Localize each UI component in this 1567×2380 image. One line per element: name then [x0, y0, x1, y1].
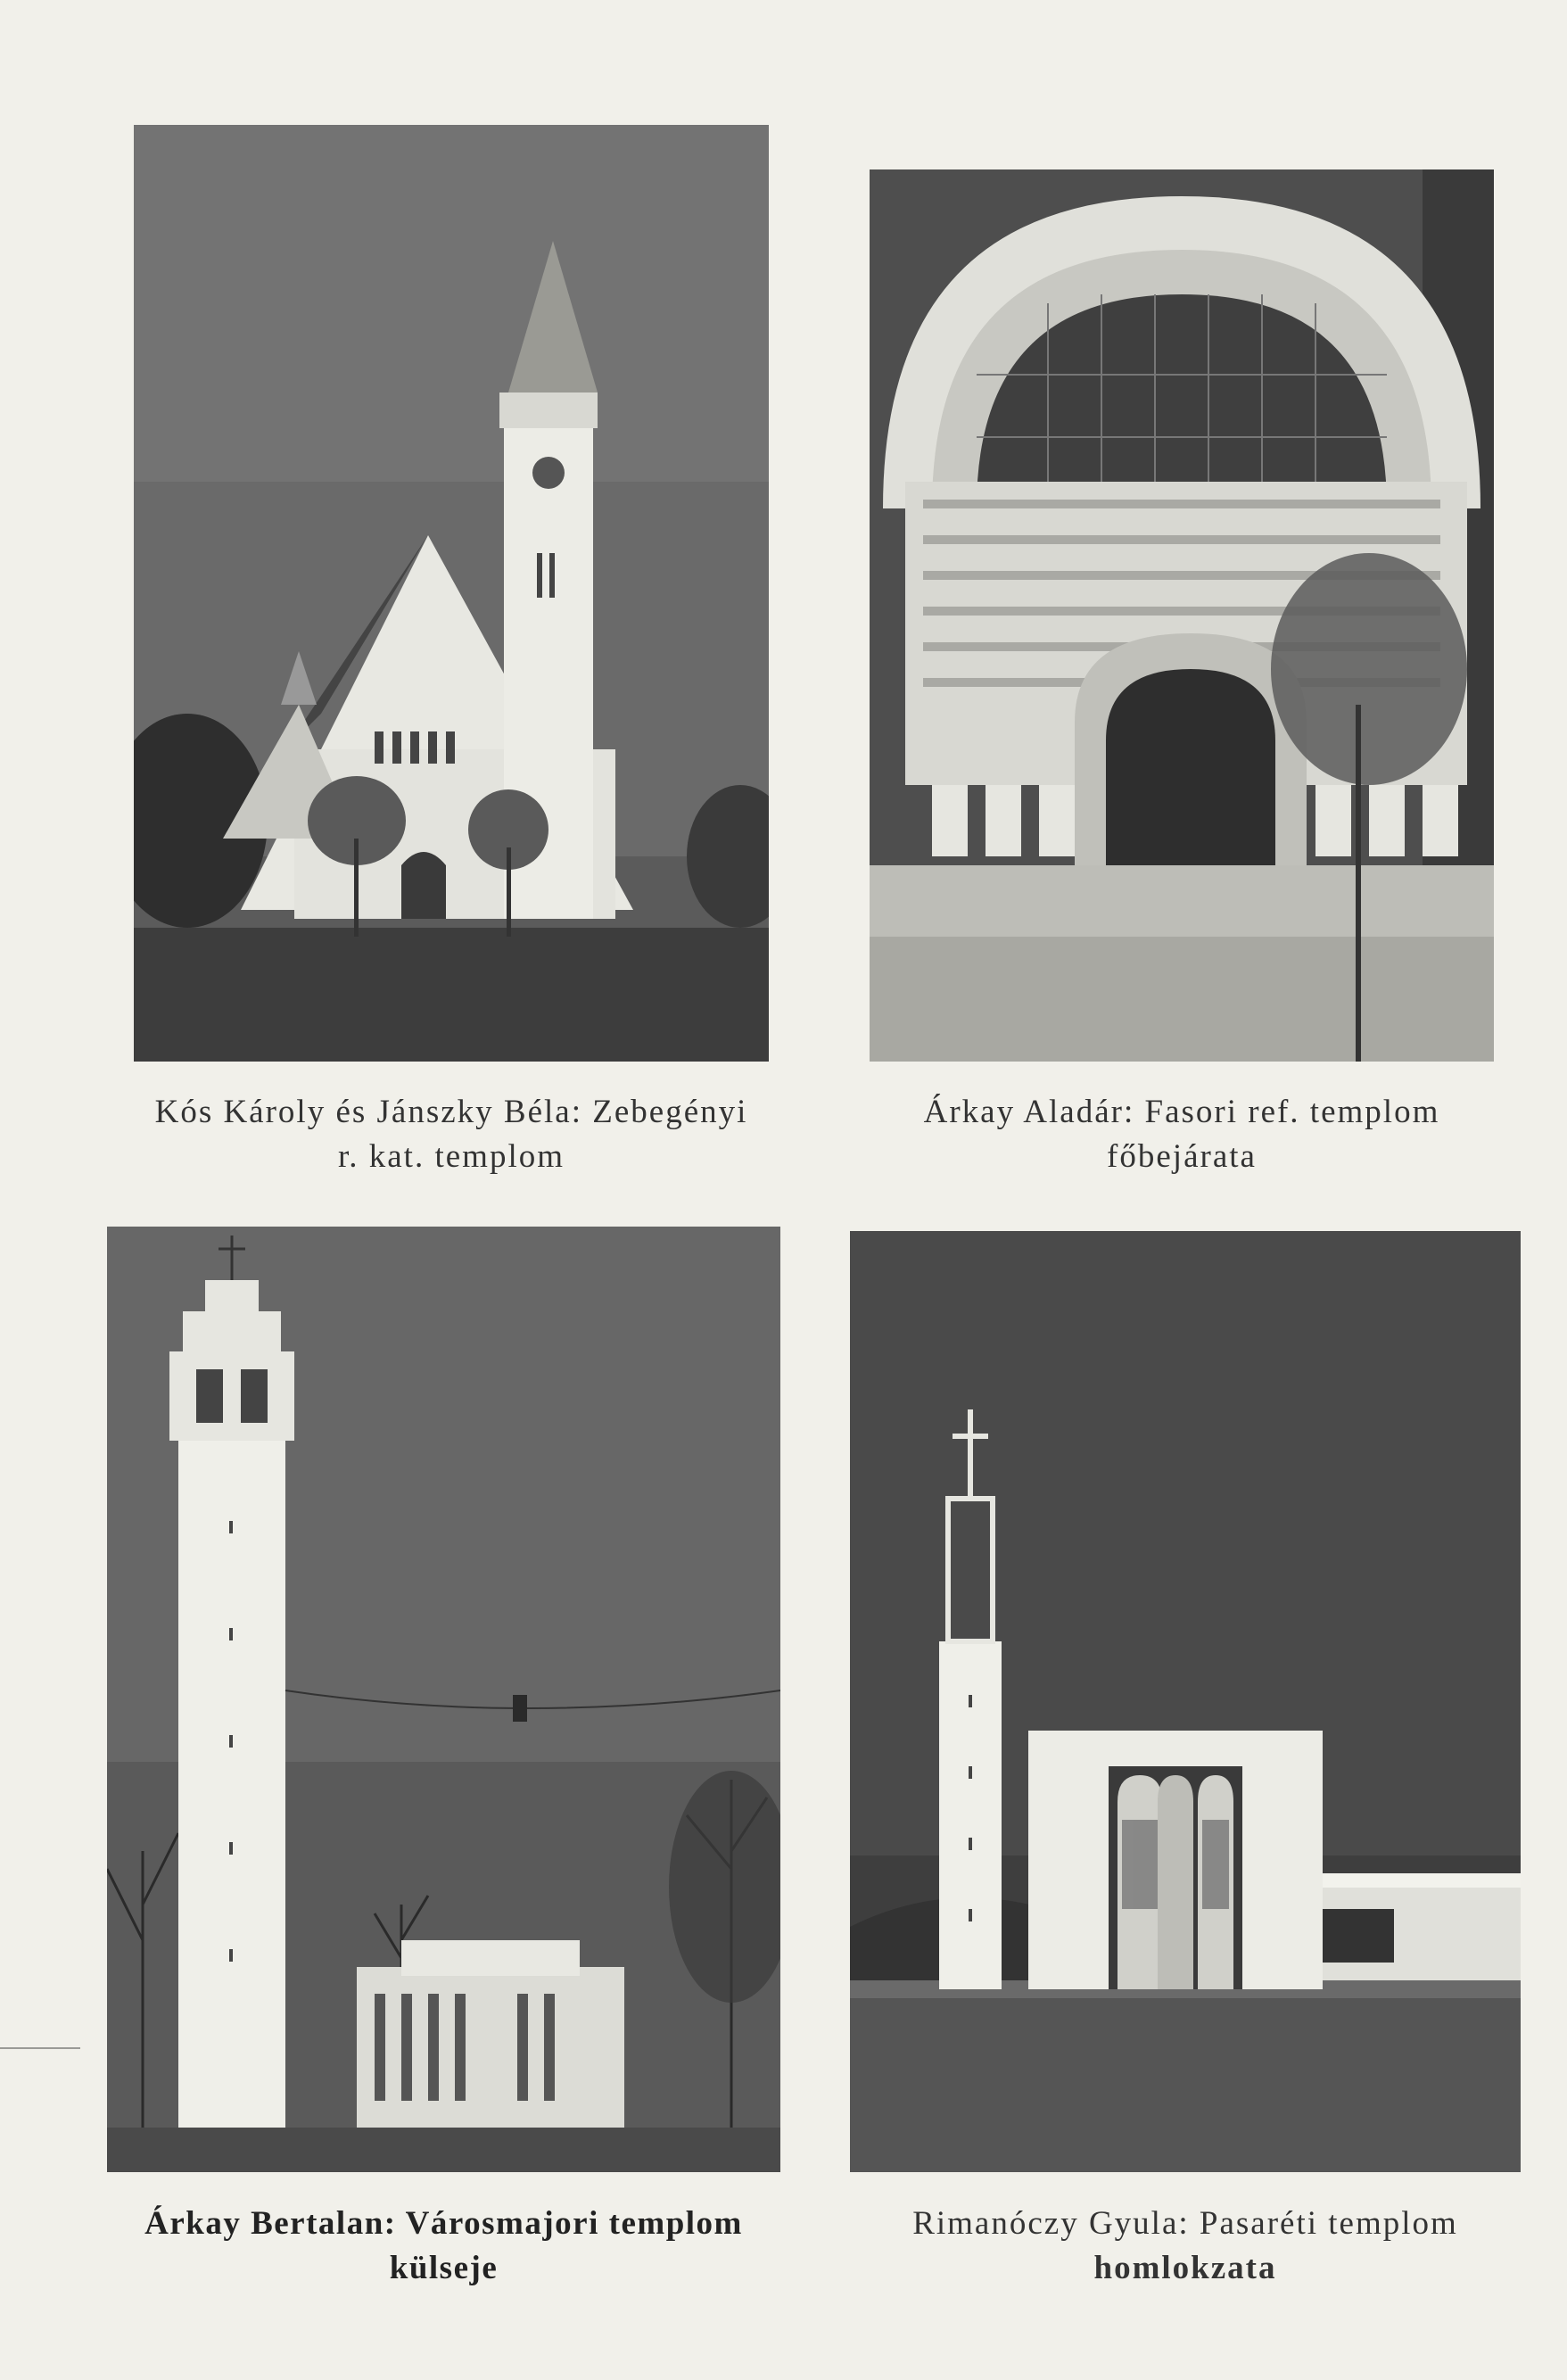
caption-pasareti-line1: Rimanóczy Gyula: Pasaréti templom — [912, 2205, 1458, 2242]
caption-zebegeny — [134, 1090, 769, 1179]
scan-edge-mark — [0, 2047, 80, 2049]
photo-fasori-church-entrance — [870, 169, 1494, 1062]
photo-varosmajori-church-exterior — [107, 1227, 780, 2172]
caption-fasori-line2: főbejárata — [1107, 1138, 1257, 1175]
caption-fasori — [878, 1090, 1485, 1179]
caption-zebegeny-line1: Kós Károly és Jánszky Béla: Zebegényi — [154, 1094, 748, 1130]
caption-zebegeny-line2: r. kat. templom — [337, 1138, 565, 1175]
photo-pasareti-church-facade — [850, 1231, 1521, 2172]
caption-varosmajori-line1: Árkay Bertalan: Városmajori templom — [144, 2205, 743, 2242]
caption-varosmajori-line2: külseje — [389, 2250, 499, 2286]
caption-varosmajori — [125, 2202, 763, 2291]
caption-fasori-line1: Árkay Aladár: Fasori ref. templom — [923, 1094, 1440, 1130]
photo-zebegeny-church — [134, 125, 769, 1062]
caption-pasareti — [859, 2202, 1512, 2291]
caption-pasareti-line2: homlokzata — [1093, 2250, 1277, 2286]
